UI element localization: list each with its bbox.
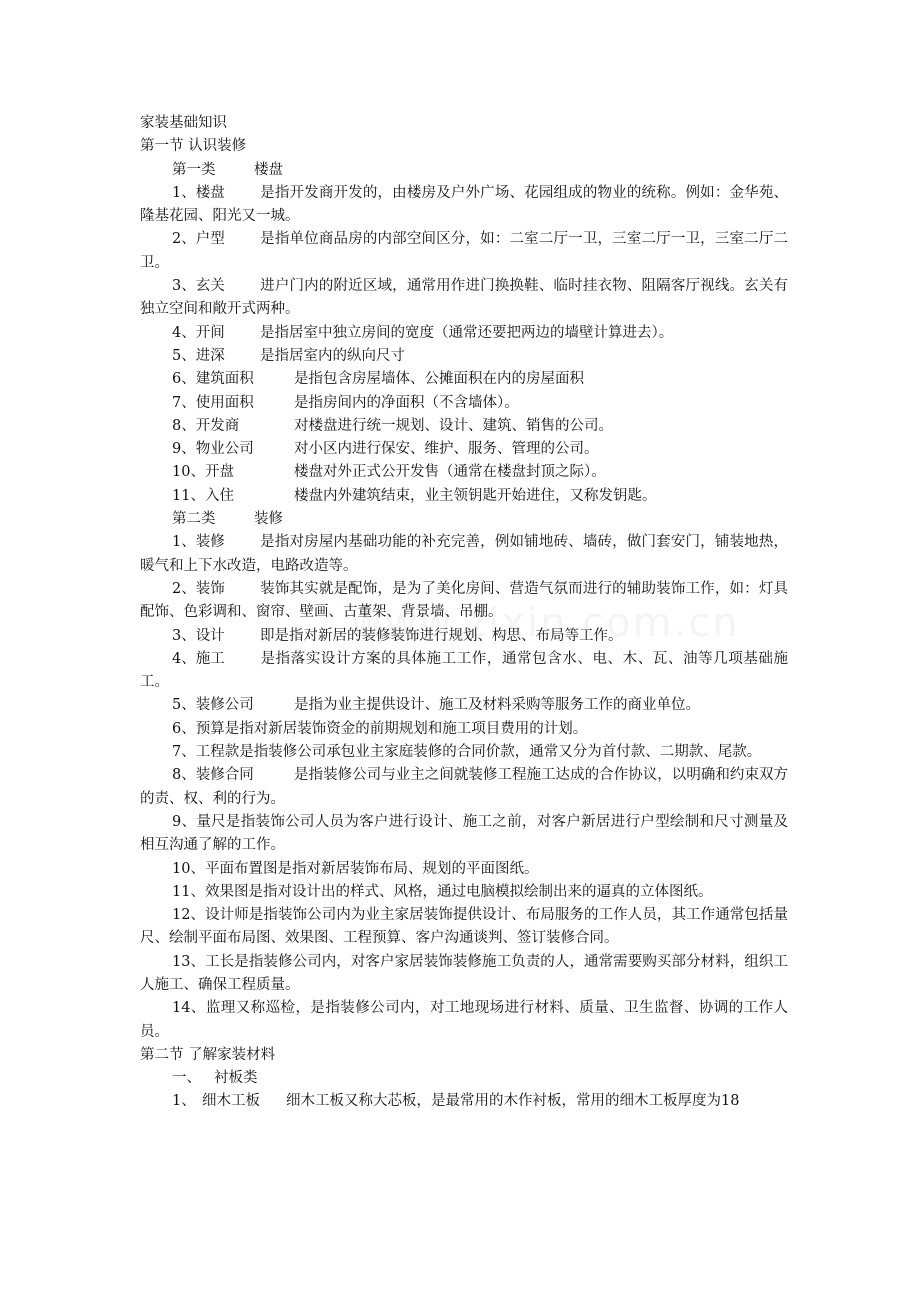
list-item: 7、使用面积 是指房间内的净面积（不含墙体）。 bbox=[172, 394, 519, 411]
list-item: 11、效果图是指对设计出的样式、风格，通过电脑模拟绘制出来的逼真的立体图纸。 bbox=[172, 883, 713, 900]
list-item: 1、楼盘 是指开发商开发的，由楼房及户外广场、花园组成的物业的统称。例如：金华苑、隆基花园、阳光又一城。 bbox=[140, 184, 788, 225]
list-item: 9、物业公司 对小区内进行保安、维护、服务、管理的公司。 bbox=[172, 441, 599, 458]
list-item: 9、量尺是指装饰公司人员为客户进行设计、施工之前，对客户新居进行户型绘制和尺寸测量及相互沟通了解的工作。 bbox=[140, 813, 788, 854]
list-item: 4、施工 是指落实设计方案的具体施工工作，通常包含水、电、木、瓦、油等几项基础施工。 bbox=[140, 650, 788, 691]
list-item: 1、装修 是指对房屋内基础功能的补充完善，例如铺地砖、墙砖，做门套安门，铺装地热，暖气和上下水改造，电路改造等。 bbox=[140, 534, 788, 574]
subsection-heading bbox=[140, 1067, 788, 1090]
list-item: 5、进深 是指居室内的纵向尺寸 bbox=[172, 347, 405, 364]
category-label: 第二类 bbox=[172, 511, 216, 528]
list-item: 8、装修合同 是指装修公司与业主之间就装修工程施工达成的合作协议，以明确和约束双方的责、权、利的行为。 bbox=[140, 767, 788, 807]
section-heading-1: 第一节 认识装修 bbox=[140, 138, 247, 155]
subsection-label: 一、 bbox=[172, 1070, 201, 1087]
category-heading-2 bbox=[140, 508, 788, 531]
list-item: 12、设计师是指装饰公司内为业主家居装饰提供设计、布局服务的工作人员，其工作通常包括量尺、绘制平面布局图、效果图、工程预算、客户沟通谈判、签订装修合同。 bbox=[140, 907, 788, 947]
document-body bbox=[140, 112, 788, 1114]
list-item: 11、入住 楼盘内外建筑结束，业主领钥匙开始进住，又称发钥匙。 bbox=[172, 487, 657, 504]
list-item: 8、开发商 对楼盘进行统一规划、设计、建筑、销售的公司。 bbox=[172, 417, 613, 434]
category-label: 第一类 bbox=[172, 161, 216, 178]
list-item: 2、装饰 装饰其实就是配饰，是为了美化房间、营造气氛而进行的辅助装饰工作，如：灯具配饰、色彩调和、窗帘、壁画、古董架、背景墙、吊棚。 bbox=[140, 580, 788, 621]
list-item: 6、预算是指对新居装饰资金的前期规划和施工项目费用的计划。 bbox=[172, 720, 588, 737]
list-item: 3、玄关 进户门内的附近区域，通常用作进门换换鞋、临时挂衣物、阻隔客厅视线。玄关有独立空间和敞开式两种。 bbox=[140, 278, 788, 318]
list-item: 10、开盘 楼盘对外正式公开发售（通常在楼盘封顶之际）。 bbox=[172, 464, 606, 481]
list-item: 1、 细木工板 细木工板又称大芯板，是最常用的木作衬板，常用的细木工板厚度为18 bbox=[172, 1093, 740, 1110]
doc-title: 家装基础知识 bbox=[140, 115, 227, 131]
category-heading-1 bbox=[140, 159, 788, 182]
list-item: 7、工程款是指装修公司承包业主家庭装修的合同价款，通常又分为首付款、二期款、尾款。 bbox=[172, 744, 762, 761]
category-name: 楼盘 bbox=[254, 161, 283, 178]
list-item: 2、户型 是指单位商品房的内部空间区分，如：二室二厅一卫，三室二厅一卫，三室二厅二卫。 bbox=[140, 231, 788, 271]
list-item: 14、监理又称巡检，是指装修公司内，对工地现场进行材料、质量、卫生监督、协调的工作人员。 bbox=[140, 1000, 788, 1040]
list-item: 4、开间 是指居室中独立房间的宽度（通常还要把两边的墙壁计算进去）。 bbox=[172, 324, 674, 341]
section-heading-2: 第二节 了解家装材料 bbox=[140, 1046, 276, 1063]
list-item: 6、建筑面积 是指包含房屋墙体、公摊面积在内的房屋面积 bbox=[172, 371, 584, 388]
category-name: 装修 bbox=[254, 511, 283, 528]
list-item: 3、设计 即是指对新居的装修装饰进行规划、构思、布局等工作。 bbox=[172, 627, 623, 644]
subsection-name: 衬板类 bbox=[214, 1070, 258, 1087]
list-item: 13、工长是指装修公司内，对客户家居装饰装修施工负责的人，通常需要购买部分材料，组织工人施工、确保工程质量。 bbox=[140, 953, 788, 993]
list-item: 10、平面布置图是指对新居装饰布局、规划的平面图纸。 bbox=[172, 860, 539, 877]
list-item: 5、装修公司 是指为业主提供设计、施工及材料采购等服务工作的商业单位。 bbox=[172, 697, 700, 714]
